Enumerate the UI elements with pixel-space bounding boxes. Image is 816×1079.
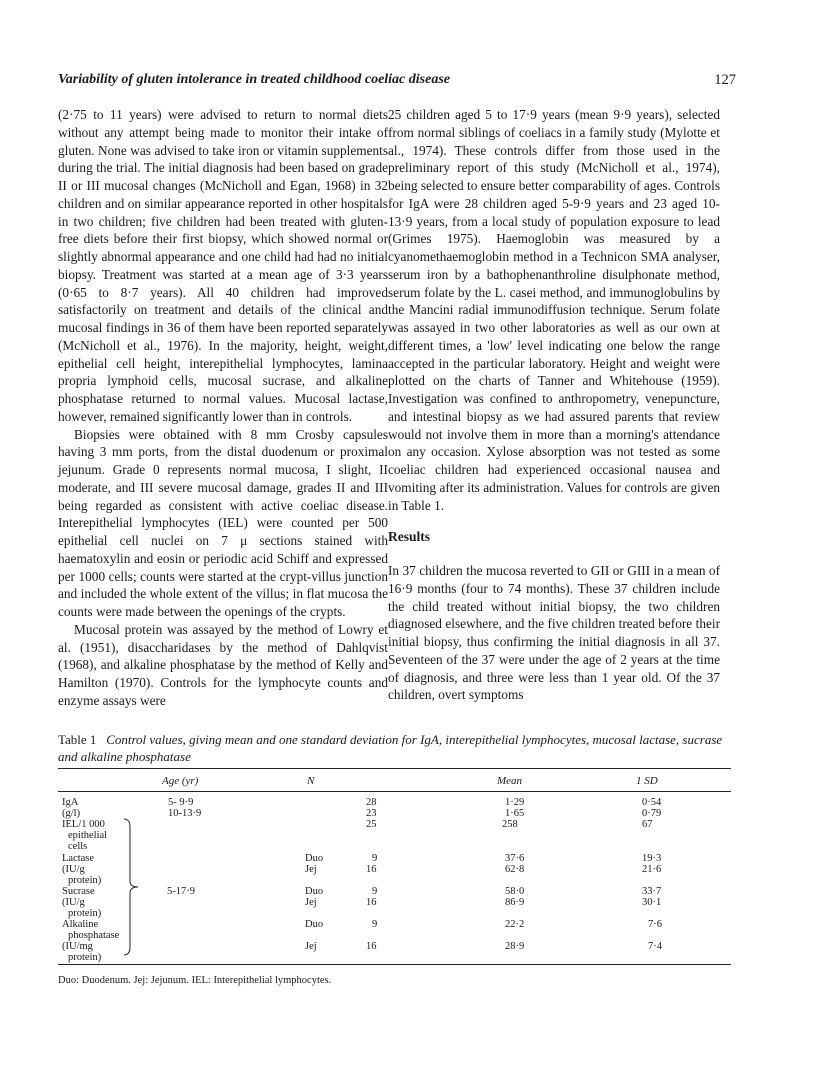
sd-iel: 67 [642, 819, 653, 830]
row-label-iel: IEL/1 000 [62, 819, 105, 830]
right-column [388, 106, 720, 704]
sd-iga-2: 0·79 [642, 808, 662, 819]
age-group: 5-17·9 [167, 886, 195, 897]
row-label-sucrase: (IU/g [62, 897, 85, 908]
mean-alkp-duo: 22·2 [505, 919, 525, 930]
col-header-n: N [307, 775, 315, 787]
mean-iga-1: 1·29 [505, 797, 525, 808]
mean-alkp-jej: 28·9 [505, 941, 525, 952]
group-brace [120, 817, 160, 959]
mean-lactase-duo: 37·6 [505, 853, 525, 864]
n-sucrase-jej: 16 [366, 897, 377, 908]
sd-sucrase-jej: 30·1 [642, 897, 662, 908]
age-iga-1: 5- 9·9 [168, 797, 194, 808]
site-sucrase-duo: Duo [305, 886, 324, 897]
table-label: Table 1 [58, 732, 97, 747]
row-label-alkp: phosphatase [68, 930, 120, 941]
results-heading: Results [388, 529, 431, 545]
col-header-mean: Mean [497, 775, 523, 787]
col-header-age: Age (yr) [162, 775, 199, 787]
sd-lactase-duo: 19·3 [642, 853, 662, 864]
sd-iga-1: 0·54 [642, 797, 662, 808]
age-iga-2: 10-13·9 [168, 808, 202, 819]
table-caption [58, 731, 736, 765]
sd-alkp-duo: 7·6 [648, 919, 662, 930]
n-lactase-duo: 9 [372, 853, 378, 864]
paragraph: Mucosal protein was assayed by the method of Lowry et al. (1951), disaccharidases by the method of Dahlqvist (1968), and alkaline phosphatase by the method of Kelly and Hamilton (1970). Controls for the lymphocyte counts and enzyme assays were [58, 621, 388, 708]
mean-iel: 258 [502, 819, 518, 830]
row-label-sucrase: protein) [68, 908, 102, 919]
table-footnote: Duo: Duodenum. Jej: Jejunum. IEL: Interepithelial lymphocytes. [58, 975, 332, 986]
row-label-alkp: (IU/mg [62, 941, 93, 952]
table-caption-text: Control values, giving mean and one standard deviation for IgA, interepithelial lymphocytes, mucosal lactase, sucrase and alkaline phosphatase [58, 732, 723, 764]
mean-iga-2: 1·65 [505, 808, 525, 819]
paragraph: In 37 children the mucosa reverted to GII or GIII in a mean of 16·9 months (four to 74 months). These 37 children include the child treated without initial biopsy, the two children diagnosed elsewhere, and the five children treated before their initial biopsy, thus confirming the initial diagnosis in all 37. Seventeen of the 37 were under the age of 2 years at the time of diagnosis, and three were less than 1 year old. Of the 37 children, overt symptoms [388, 563, 720, 703]
row-label-iel: cells [68, 841, 88, 852]
row-label-alkp: protein) [68, 952, 102, 963]
table-header-rule [58, 791, 731, 792]
mean-sucrase-jej: 86·9 [505, 897, 525, 908]
paragraph: 25 children aged 5 to 17·9 years (mean 9·9 years), selected from normal siblings of coeliacs in a family study (Mylotte et al., 1974). These controls differ from those used in the preliminary report of this study (McNicholl et al., 1974), being selected to ensure better comparability of ages. Controls for IgA were 28 children aged 5-9·9 years and 23 aged 10-13·9 years, from a local study of population exposure to lead (Grimes 1975). Haemoglobin was measured by a cyanomethaemoglobin method in a Technicon SMA analyser, serum iron by a bathophenanthroline disulphonate method, serum folate by the L. casei method, and immunoglobulins by the Mancini radial immunodiffusion technique. Serum folate was assayed in two other laboratories as well as our own at different times, a 'low' level indicating one below the range accepted in the particular laboratory. Height and weight were plotted on the charts of Tanner and Whitehouse (1959). Investigation was confined to anthropometry, venepuncture, and intestinal biopsy as we had assured parents that review would not involve them in more than a morning's attendance on any occasion. Xylose absorption was not tested as some coeliac children had experienced occasional nausea and vomiting after its administration. Values for controls are given in Table 1. [388, 107, 720, 513]
row-label-lactase: protein) [68, 875, 102, 886]
n-iel: 25 [366, 819, 377, 830]
row-label-iga: IgA [62, 797, 79, 808]
site-lactase-jej: Jej [305, 864, 317, 875]
col-header-sd: 1 SD [636, 775, 658, 787]
row-label-iel: epithelial [68, 830, 108, 841]
page-number: 127 [714, 72, 736, 88]
running-header [58, 72, 736, 88]
site-sucrase-jej: Jej [305, 897, 317, 908]
mean-lactase-jej: 62·8 [505, 864, 525, 875]
row-label-sucrase: Sucrase [62, 886, 95, 897]
n-alkp-duo: 9 [372, 919, 378, 930]
sd-lactase-jej: 21·6 [642, 864, 662, 875]
n-iga-1: 28 [366, 797, 377, 808]
running-title: Variability of gluten intolerance in treated childhood coeliac disease [58, 72, 450, 87]
row-label-iga-unit: (g/l) [62, 808, 81, 819]
site-alkp-duo: Duo [305, 919, 324, 930]
site-alkp-jej: Jej [305, 941, 317, 952]
n-alkp-jej: 16 [366, 941, 377, 952]
row-label-lactase: (IU/g [62, 864, 85, 875]
site-lactase-duo: Duo [305, 853, 324, 864]
sd-sucrase-duo: 33·7 [642, 886, 662, 897]
table-bottom-rule [58, 964, 731, 965]
n-sucrase-duo: 9 [372, 886, 378, 897]
left-column [58, 106, 388, 710]
paragraph: Biopsies were obtained with 8 mm Crosby capsules having 3 mm ports, from the distal duodenum or proximal jejunum. Grade 0 represents normal mucosa, I slight, II moderate, and III severe mucosal damage, grades II and III being regarded as consistent with active coeliac disease. Interepithelial lymphocytes (IEL) were counted per 500 epithelial cell nuclei on 7 μ sections stained with haematoxylin and eosin or periodic acid Schiff and expressed per 1000 cells; counts were started at the crypt-villus junction and included the whole extent of the villus; in flat mucosa the counts were made between the openings of the crypts. [58, 426, 388, 619]
table-top-rule [58, 768, 731, 769]
n-lactase-jej: 16 [366, 864, 377, 875]
mean-sucrase-duo: 58·0 [505, 886, 525, 897]
n-iga-2: 23 [366, 808, 377, 819]
row-label-alkp: Alkaline [62, 919, 99, 930]
paragraph: (2·75 to 11 years) were advised to return to normal diets without any attempt being made to monitor their intake of gluten. None was advised to take iron or vitamin supplements during the trial. The initial diagnosis had been based on grade II or III mucosal changes (McNicholl and Egan, 1968) in 32 children and on similar appearance reported in other hospitals in two children; five children had been treated with gluten-free diets before their first biopsy, which showed normal or slightly abnormal appearance and one child had had no initial biopsy. Treatment was started at a mean age of 3·3 years (0·65 to 8·7 years). All 40 children had improved satisfactorily on treatment and details of the clinical and mucosal findings in 36 of them have been reported separately (McNicholl et al., 1976). In the majority, height, weight, epithelial cell height, interepithelial lymphocytes, lamina propria lymphoid cells, mucosal sucrase, and alkaline phosphatase returned to normal values. Mucosal lactase, however, remained significantly lower than in controls. [58, 107, 388, 424]
sd-alkp-jej: 7·4 [648, 941, 662, 952]
row-label-lactase: Lactase [62, 853, 95, 864]
